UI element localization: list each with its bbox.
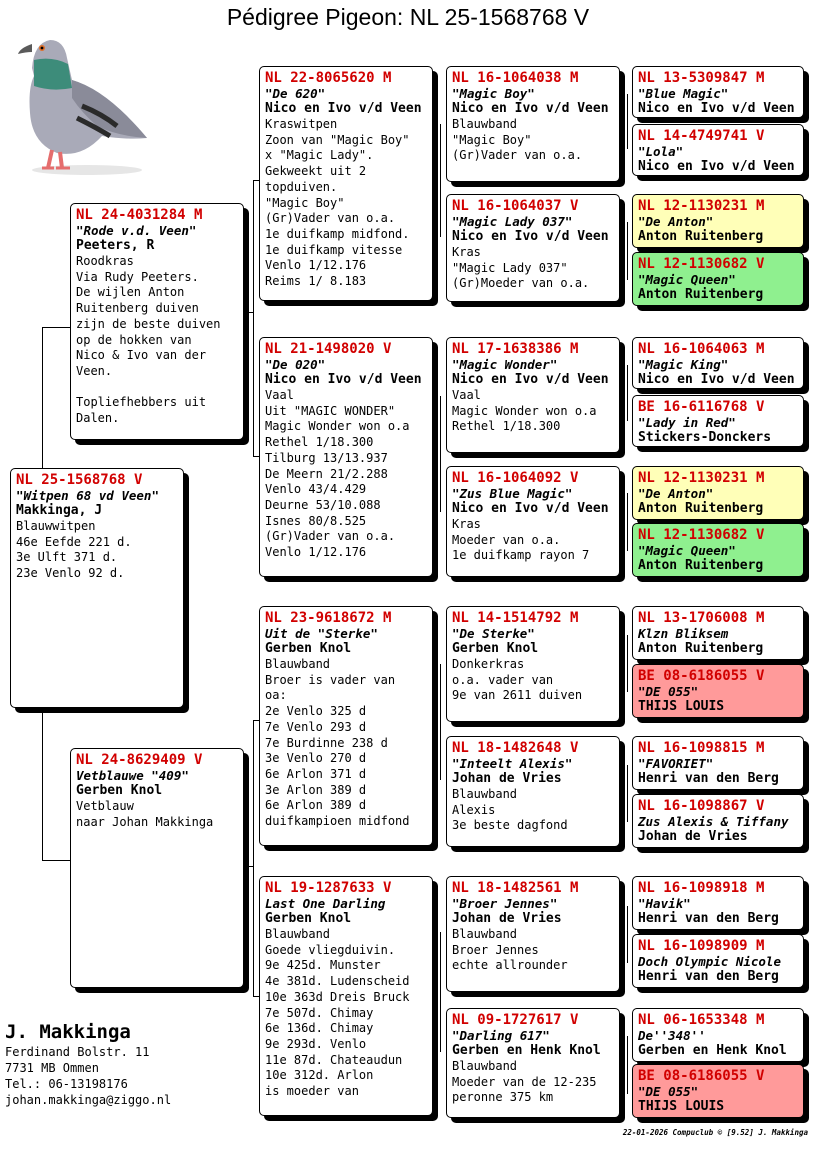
note-line: Blauwband	[452, 927, 518, 941]
note-line: naar Johan Makkinga	[76, 814, 214, 829]
mf-father-card	[446, 606, 620, 722]
pigeon-name: "Lola"	[638, 144, 684, 159]
note-line: Donkerkras	[452, 657, 525, 671]
ring-number: NL 17-1638386 M	[452, 341, 579, 357]
note-line: Rethel 1/18.300	[452, 419, 561, 434]
ring-number: NL 12-1130682 V	[638, 256, 765, 272]
mother-card	[70, 748, 244, 988]
note-line: Vetblauw	[76, 799, 134, 813]
pigeon-name: "Lady in Red"	[638, 415, 736, 430]
ring-number: NL 18-1482648 V	[452, 740, 579, 756]
ff-father-card	[446, 66, 620, 182]
note-line	[76, 380, 238, 396]
breeder-phone: Tel.: 06-13198176	[5, 1077, 128, 1091]
note-line: Topliefhebbers uit	[76, 395, 207, 410]
note-line: Magic Wonder won o.a	[265, 419, 410, 434]
note-line: Blauwband	[452, 117, 518, 131]
note-line: 6e Arlon 389 d	[265, 798, 367, 813]
ring-number: NL 12-1130231 M	[638, 198, 765, 214]
note-line: Moeder van de 12-235	[452, 1074, 597, 1089]
ring-number: NL 21-1498020 V	[265, 341, 392, 357]
pigeon-owner: Anton Ruitenberg	[638, 287, 764, 302]
note-line: 3e Venlo 270 d	[265, 751, 367, 766]
pigeon-name: "DE 055"	[638, 684, 699, 699]
connector-line	[627, 765, 628, 822]
ring-number: NL 16-1064037 V	[452, 198, 579, 214]
gen5-card-15	[632, 1008, 804, 1062]
pigeon-name: Doch Olympic Nicole	[638, 954, 781, 969]
note-line: Vaal	[452, 388, 481, 402]
pigeon-name: Klzn Bliksem	[638, 626, 729, 641]
breeder-name: J. Makkinga	[5, 1021, 131, 1043]
mm-mother-card	[446, 1008, 620, 1118]
pigeon-owner: Nico en Ivo v/d Veen	[452, 229, 609, 244]
ring-number: NL 16-1098815 M	[638, 740, 765, 756]
pigeon-owner: Nico en Ivo v/d Veen	[638, 159, 795, 174]
connector-line	[245, 866, 254, 867]
connector-line	[440, 124, 441, 237]
ring-number: NL 16-1064063 M	[638, 341, 765, 357]
pigeon-name: Zus Alexis & Tiffany	[638, 814, 789, 829]
note-line: Alexis	[452, 802, 496, 817]
pigeon-owner: Gerben en Henk Knol	[452, 1043, 601, 1058]
connector-line	[42, 860, 70, 861]
pigeon-owner: Stickers-Donckers	[638, 430, 772, 445]
note-line: Nico & Ivo van der	[76, 348, 207, 363]
gen5-card-12	[632, 794, 804, 848]
pigeon-owner: Makkinga, J	[16, 503, 103, 518]
page-title: Pédigree Pigeon: NL 25-1568768 V	[226, 4, 590, 30]
note-line: Magic Wonder won o.a	[452, 403, 597, 418]
note-line: Tilburg 13/13.937	[265, 450, 388, 465]
note-line: Broer is vader van	[265, 672, 396, 687]
connector-line	[253, 720, 254, 996]
ring-number: NL 18-1482561 M	[452, 880, 579, 896]
gen5-card-1	[632, 66, 804, 118]
pigeon-owner: THIJS LOUIS	[638, 1099, 725, 1114]
ring-number: BE 08-6186055 V	[638, 668, 765, 684]
note-line: 3e Arlon 389 d	[265, 782, 367, 797]
gen5-card-10	[632, 664, 804, 718]
ring-number: NL 14-1514792 M	[452, 610, 579, 626]
gen5-card-8	[632, 523, 804, 577]
pigeon-illustration	[12, 18, 162, 178]
pigeon-owner: Gerben Knol	[265, 641, 352, 656]
pigeon-owner: Anton Ruitenberg	[638, 641, 764, 656]
gen5-card-16	[632, 1064, 804, 1118]
gen5-card-9	[632, 606, 804, 660]
note-line: 46e Eefde 221 d.	[16, 534, 132, 549]
note-line: o.a. vader van	[452, 672, 554, 687]
note-line: Vaal	[265, 388, 294, 402]
ring-number: NL 13-5309847 M	[638, 70, 765, 86]
mother-father-card	[259, 606, 433, 846]
note-line: 6e 136d. Chimay	[265, 1021, 374, 1036]
pigeon-owner: THIJS LOUIS	[638, 699, 725, 714]
ring-number: NL 16-1098918 M	[638, 880, 765, 896]
note-line: oa:	[265, 688, 287, 703]
connector-line	[627, 94, 628, 149]
pigeon-name: "Havik"	[638, 896, 691, 911]
ring-number: NL 25-1568768 V	[16, 472, 143, 488]
note-line: Ruitenberg duiven	[76, 301, 199, 316]
note-line: 4e 381d. Ludenscheid	[265, 974, 410, 989]
footer-credit: 22-01-2026 Compuclub © [9.52] J. Makkinga	[622, 1128, 808, 1137]
pigeon-owner: Nico en Ivo v/d Veen	[265, 372, 422, 387]
breeder-email: johan.makkinga@ziggo.nl	[5, 1093, 172, 1107]
pigeon-name: "Magic Boy"	[452, 86, 535, 101]
pigeon-name: "Broer Jennes"	[452, 896, 558, 911]
connector-line	[253, 180, 254, 456]
note-line: Rethel 1/18.300	[265, 435, 374, 450]
ring-number: NL 22-8065620 M	[265, 70, 392, 86]
note-line: Kraswitpen	[265, 117, 338, 131]
note-line: 3e Ulft 371 d.	[16, 550, 118, 565]
fm-father-card	[446, 337, 620, 453]
pigeon-owner: Anton Ruitenberg	[638, 558, 764, 573]
pigeon-name: "Magic Queen"	[638, 272, 736, 287]
note-line: Via Rudy Peeters.	[76, 269, 199, 284]
connector-line	[42, 710, 43, 860]
note-line: (Gr)Vader van o.a.	[265, 211, 396, 226]
connector-line	[440, 396, 441, 512]
note-line: Zoon van "Magic Boy"	[265, 132, 410, 147]
pigeon-owner: Johan de Vries	[452, 911, 562, 926]
ring-number: NL 23-9618672 M	[265, 610, 392, 626]
pigeon-name: "Magic Queen"	[638, 543, 736, 558]
note-line: 9e van 2611 duiven	[452, 688, 583, 703]
connector-line	[440, 932, 441, 1052]
ring-number: NL 24-8629409 V	[76, 752, 203, 768]
pigeon-name: "Magic Lady 037"	[452, 214, 573, 229]
note-line: Blauwband	[265, 927, 331, 941]
note-line: Reims 1/ 8.183	[265, 274, 367, 289]
pigeon-owner: Nico en Ivo v/d Veen	[452, 372, 609, 387]
note-line: De Meern 21/2.288	[265, 466, 388, 481]
note-line: Kras	[452, 517, 481, 531]
note-line: 11e 87d. Chateaudun	[265, 1052, 403, 1067]
pigeon-name: "De Anton"	[638, 486, 714, 501]
note-line: op de hokken van	[76, 332, 192, 347]
pigeon-name: "De 620"	[265, 86, 326, 101]
pigeon-owner: Johan de Vries	[638, 829, 748, 844]
gen5-card-4	[632, 252, 804, 306]
pigeon-owner: Nico en Ivo v/d Veen	[452, 101, 609, 116]
connector-line	[245, 312, 254, 313]
note-line: Moeder van o.a.	[452, 532, 561, 547]
father-mother-card	[259, 337, 433, 577]
pigeon-name: "Blue Magic"	[638, 86, 729, 101]
note-line: Roodkras	[76, 254, 134, 268]
note-line: x "Magic Lady".	[265, 148, 374, 163]
note-line: Deurne 53/10.088	[265, 497, 381, 512]
note-line: (Gr)Vader van o.a.	[265, 529, 396, 544]
note-line: topduiven.	[265, 179, 338, 194]
gen5-card-7	[632, 466, 804, 520]
note-line: 23e Venlo 92 d.	[16, 566, 125, 581]
ring-number: NL 14-4749741 V	[638, 128, 765, 144]
gen5-card-13	[632, 876, 804, 930]
pigeon-owner: Johan de Vries	[452, 771, 562, 786]
pigeon-owner: Gerben Knol	[76, 783, 163, 798]
note-line: 7e 507d. Chimay	[265, 1005, 374, 1020]
pigeon-owner: Gerben Knol	[265, 911, 352, 926]
subject-pigeon-card	[10, 468, 184, 708]
ring-number: NL 16-1098909 M	[638, 938, 765, 954]
connector-line	[627, 222, 628, 280]
pigeon-owner: Nico en Ivo v/d Veen	[638, 101, 795, 116]
pigeon-name: "Magic King"	[638, 357, 729, 372]
pigeon-name: "DE 055"	[638, 1084, 699, 1099]
connector-line	[627, 635, 628, 692]
pigeon-owner: Peeters, R	[76, 238, 155, 253]
ring-number: NL 12-1130682 V	[638, 527, 765, 543]
breeder-postcode: 7731 MB Ommen	[5, 1061, 99, 1075]
pigeon-owner: Anton Ruitenberg	[638, 501, 764, 516]
ring-number: BE 08-6186055 V	[638, 1068, 765, 1084]
note-line: (Gr)Vader van o.a.	[452, 148, 583, 163]
father-card	[70, 203, 244, 440]
pigeon-name: Vetblauwe "409"	[76, 768, 189, 783]
connector-line	[627, 906, 628, 963]
note-line: Venlo 1/12.176	[265, 258, 367, 273]
ring-number: NL 09-1727617 V	[452, 1012, 579, 1028]
gen5-card-14	[632, 934, 804, 988]
note-line: duifkampioen midfond	[265, 814, 410, 829]
connector-line	[627, 1036, 628, 1094]
pigeon-owner: Gerben Knol	[452, 641, 539, 656]
breeder-address: Ferdinand Bolstr. 11	[5, 1045, 150, 1059]
breeder-contact	[5, 1020, 171, 1108]
pigeon-name: "Zus Blue Magic"	[452, 486, 573, 501]
note-line: 3e beste dagfond	[452, 818, 568, 833]
note-line: Blauwband	[452, 1059, 518, 1073]
mother-mother-card	[259, 876, 433, 1116]
note-line: Blauwwitpen	[16, 519, 96, 533]
pigeon-owner: Nico en Ivo v/d Veen	[638, 372, 795, 387]
note-line: "Magic Lady 037"	[452, 260, 568, 275]
connector-line	[42, 327, 70, 328]
note-line: (Gr)Moeder van o.a.	[452, 276, 590, 291]
note-line: peronne 375 km	[452, 1090, 554, 1105]
pigeon-name: "De Anton"	[638, 214, 714, 229]
note-line: "Magic Boy"	[265, 195, 345, 210]
note-line: echte allrounder	[452, 958, 568, 973]
note-line: 1e duifkamp vitesse	[265, 242, 403, 257]
note-line: 10e 312d. Arlon	[265, 1068, 374, 1083]
fm-mother-card	[446, 466, 620, 577]
pigeon-name: De''348''	[638, 1028, 706, 1043]
ring-number: NL 16-1064038 M	[452, 70, 579, 86]
pigeon-owner: Henri van den Berg	[638, 911, 779, 926]
mf-mother-card	[446, 736, 620, 847]
gen5-card-2	[632, 124, 804, 176]
note-line: 1e duifkamp midfond.	[265, 226, 410, 241]
ring-number: NL 16-1098867 V	[638, 798, 765, 814]
note-line: 1e duifkamp rayon 7	[452, 548, 590, 563]
note-line: zijn de beste duiven	[76, 316, 221, 331]
pigeon-name: Uit de "Sterke"	[265, 626, 378, 641]
note-line: Goede vliegduivin.	[265, 942, 396, 957]
connector-line	[627, 493, 628, 551]
ring-number: BE 16-6116768 V	[638, 399, 765, 415]
pigeon-owner: Henri van den Berg	[638, 969, 779, 984]
note-line: Isnes 80/8.525	[265, 513, 367, 528]
pigeon-owner: Gerben en Henk Knol	[638, 1043, 787, 1058]
pigeon-name: "De 020"	[265, 357, 326, 372]
pigeon-name: "De Sterke"	[452, 626, 535, 641]
note-line: Veen.	[76, 363, 113, 378]
mm-father-card	[446, 876, 620, 992]
pigeon-owner: Nico en Ivo v/d Veen	[452, 501, 609, 516]
note-line: 2e Venlo 325 d	[265, 704, 367, 719]
ring-number: NL 24-4031284 M	[76, 207, 203, 223]
note-line: 10e 363d Dreis Bruck	[265, 989, 410, 1004]
pigeon-owner: Anton Ruitenberg	[638, 229, 764, 244]
note-line: 7e Venlo 293 d	[265, 719, 367, 734]
pigeon-owner: Henri van den Berg	[638, 771, 779, 786]
note-line: Venlo 43/4.429	[265, 482, 367, 497]
pigeon-name: Last One Darling	[265, 896, 386, 911]
note-line: 9e 425d. Munster	[265, 958, 381, 973]
ring-number: NL 06-1653348 M	[638, 1012, 765, 1028]
gen5-card-3	[632, 194, 804, 248]
pigeon-name: "Darling 617"	[452, 1028, 550, 1043]
ring-number: NL 16-1064092 V	[452, 470, 579, 486]
note-line: Broer Jennes	[452, 942, 539, 957]
ff-mother-card	[446, 194, 620, 302]
ring-number: NL 19-1287633 V	[265, 880, 392, 896]
note-line: Gekweekt uit 2	[265, 164, 367, 179]
note-line: "Magic Boy"	[452, 132, 532, 147]
pigeon-name: "FAVORIET"	[638, 756, 714, 771]
gen5-card-11	[632, 736, 804, 790]
note-line: De wijlen Anton	[76, 285, 185, 300]
pigeon-name: "Rode v.d. Veen"	[76, 223, 197, 238]
connector-line	[42, 327, 43, 469]
ring-number: NL 13-1706008 M	[638, 610, 765, 626]
note-line: 6e Arlon 371 d	[265, 766, 367, 781]
note-line: Uit "MAGIC WONDER"	[265, 403, 396, 418]
note-line: 9e 293d. Venlo	[265, 1036, 367, 1051]
father-father-card	[259, 66, 433, 301]
note-line: is moeder van	[265, 1084, 359, 1099]
note-line: Kras	[452, 245, 481, 259]
pigeon-owner: Nico en Ivo v/d Veen	[265, 101, 422, 116]
pigeon-name: "Inteelt Alexis"	[452, 756, 573, 771]
pigeon-name: "Witpen 68 vd Veen"	[16, 488, 159, 503]
note-line: Blauwband	[452, 787, 518, 801]
note-line: 7e Burdinne 238 d	[265, 735, 388, 750]
note-line: Dalen.	[76, 411, 120, 426]
connector-line	[627, 365, 628, 421]
gen5-card-5	[632, 337, 804, 389]
ring-number: NL 12-1130231 M	[638, 470, 765, 486]
pigeon-name: "Magic Wonder"	[452, 357, 558, 372]
connector-line	[440, 664, 441, 780]
note-line: Venlo 1/12.176	[265, 545, 367, 560]
note-line: Blauwband	[265, 657, 331, 671]
gen5-card-6	[632, 395, 804, 447]
